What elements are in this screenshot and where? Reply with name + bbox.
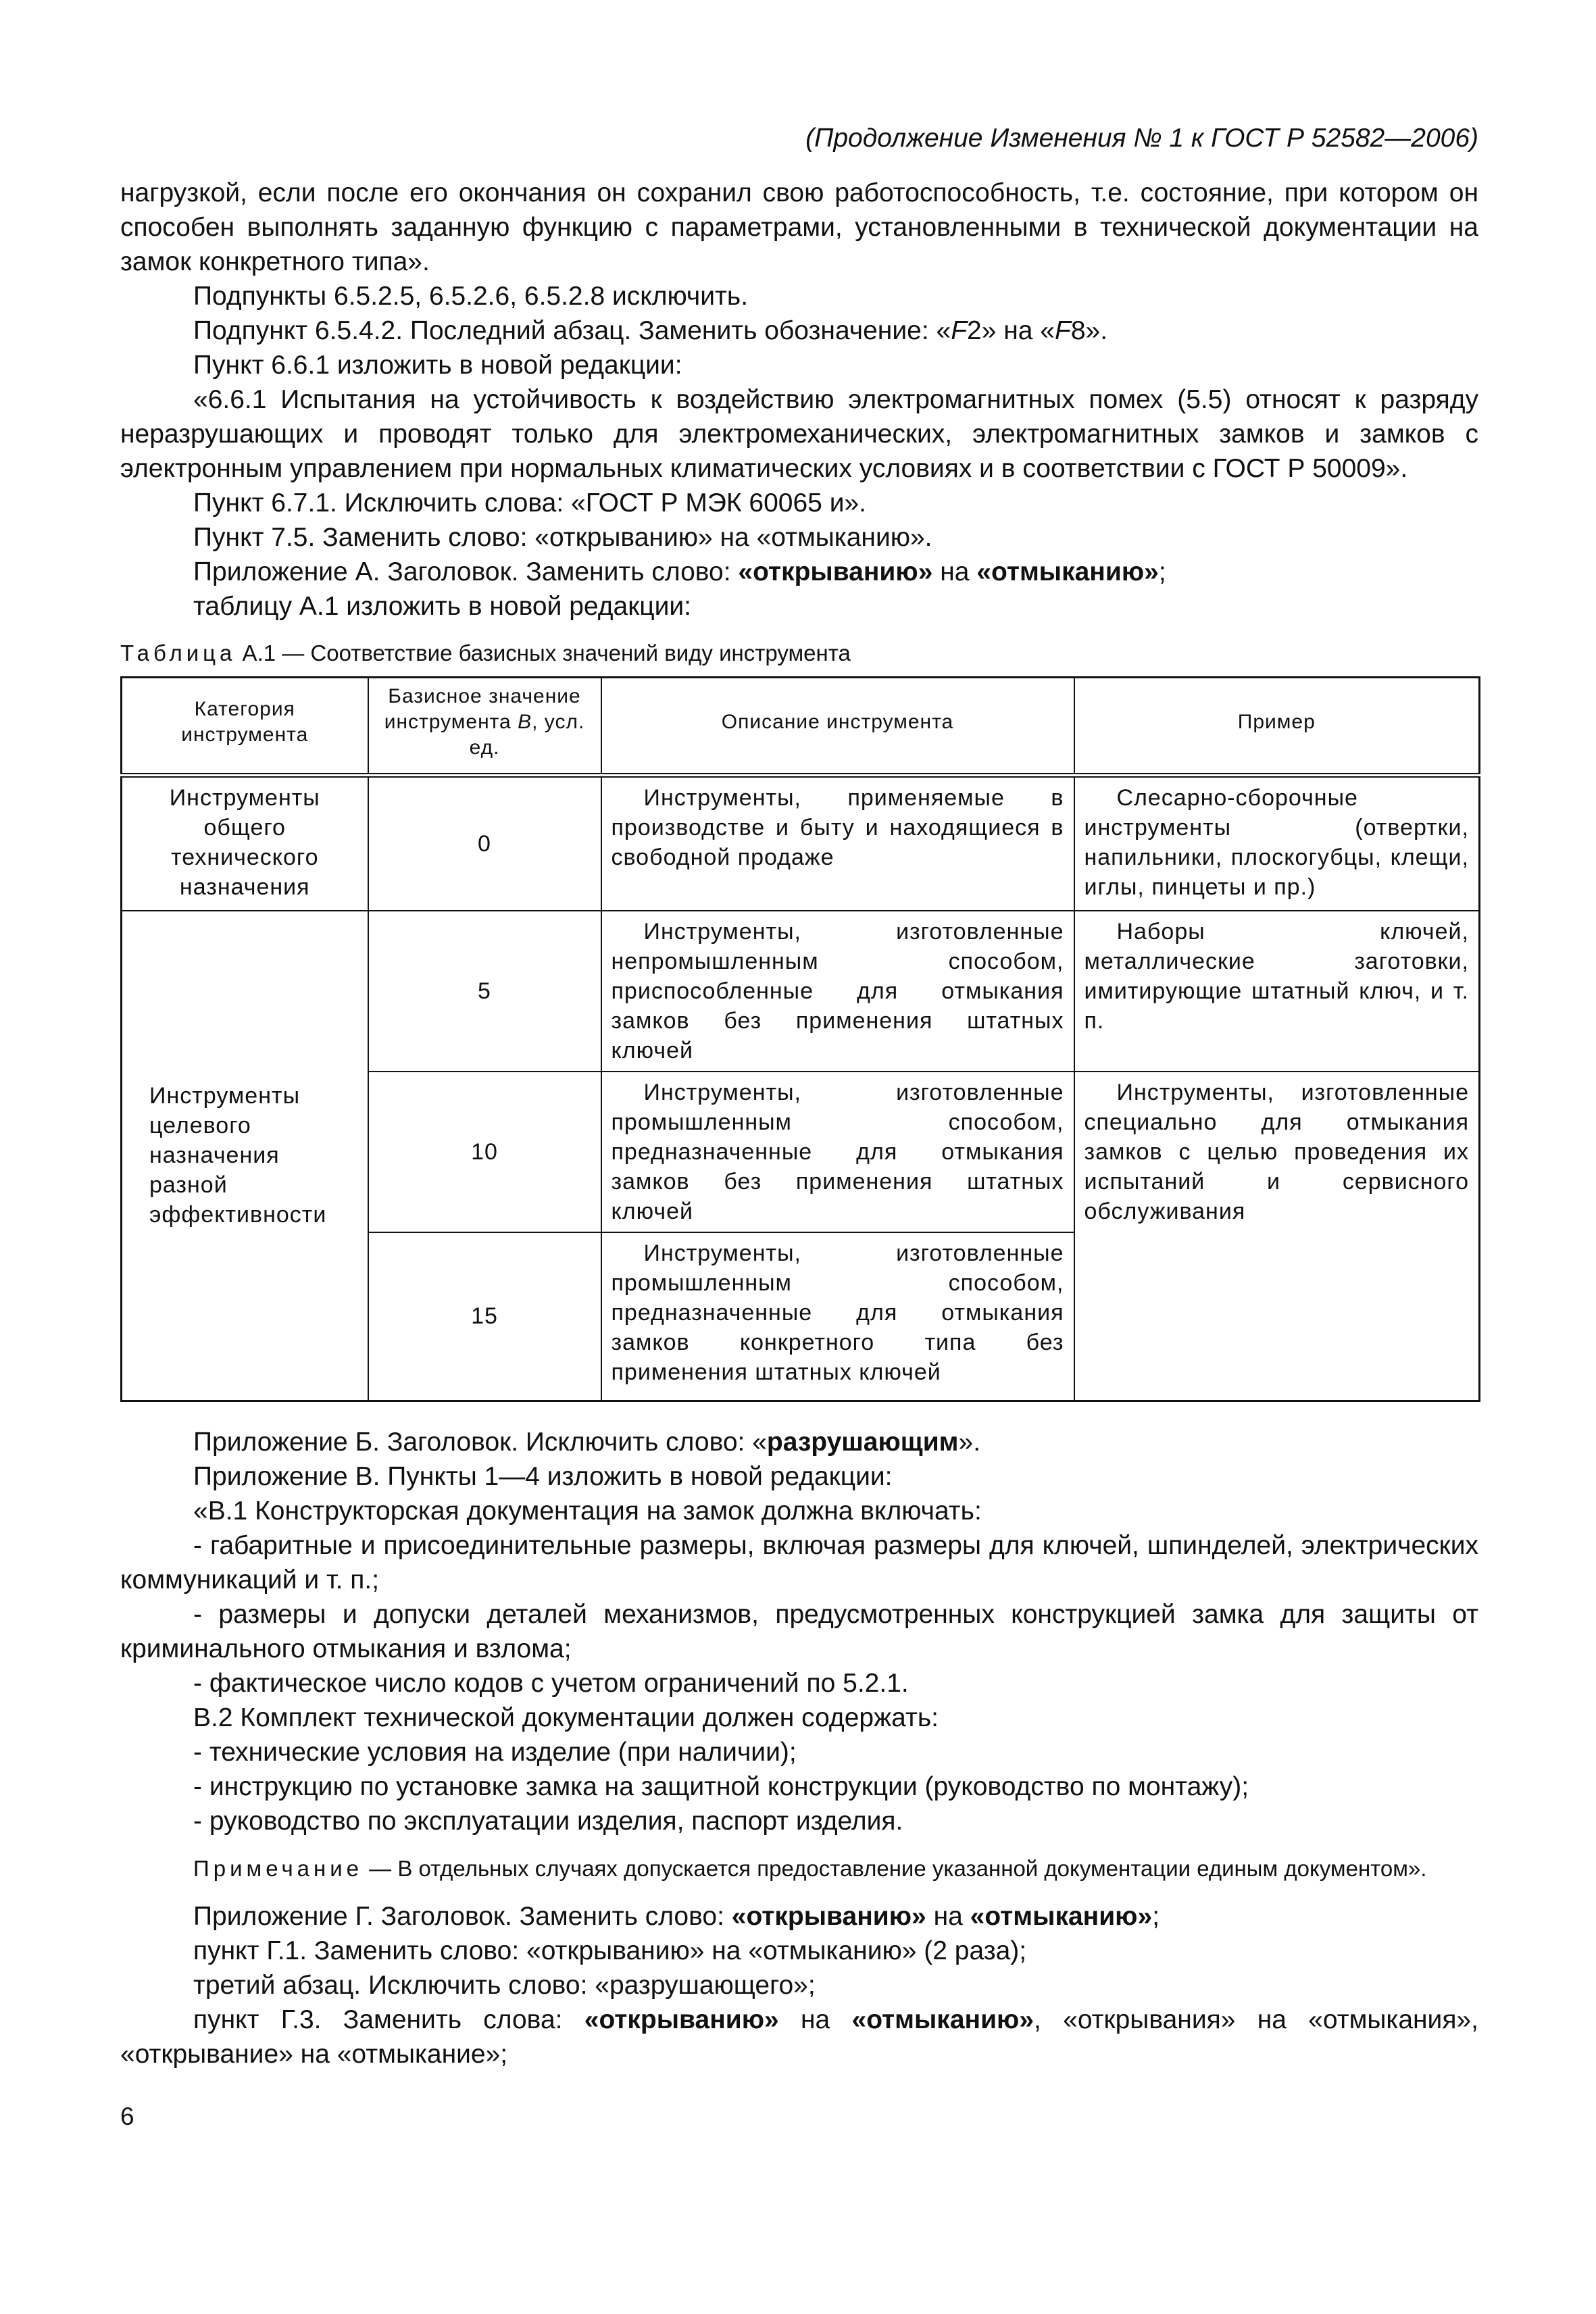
list-item: - руководство по эксплуатации изделия, паспорт изделия. — [193, 1807, 903, 1836]
note — [120, 1853, 1478, 1884]
text-part: ». — [958, 1428, 981, 1457]
cell-example: Слесарно-сборочные инструменты (отвертки, напильники, плоскогубцы, клещи, иглы, пинцеты и пр.) — [1074, 776, 1480, 911]
bold-term: «открыванию» — [584, 2005, 779, 2034]
cell-base-value: 10 — [368, 1072, 601, 1232]
bold-term: «открыванию» — [731, 1902, 926, 1931]
cell-description: Инструменты, изготовленные промышленным способом, предназначенные для отмыкания замков конкретного типа без применения штатных ключей — [601, 1232, 1074, 1401]
page-number: 6 — [120, 2103, 134, 2130]
text-part: на — [932, 557, 977, 586]
header-description: Описание инструмента — [601, 678, 1074, 776]
paragraph-6-6-1-text: «6.6.1 Испытания на устойчивость к воздействию электромагнитных помех (5.5) относят к разряду неразрушающих и проводят только для электромеханических, электромагнитных замков и замков с электронным управлением при нормальных климатических условиях и в соответствии с ГОСТ Р 50009». — [120, 385, 1478, 483]
bold-term: «отмыканию» — [851, 2005, 1034, 2034]
text-part: ; — [1152, 1902, 1160, 1931]
bold-term: «отмыканию» — [970, 1902, 1153, 1931]
text-part: 8». — [1070, 316, 1108, 345]
text-part: Базисное значение инструмента — [384, 685, 581, 733]
paragraph-appendix-a — [120, 555, 1478, 589]
running-header: (Продолжение Изменения № 1 к ГОСТ Р 52582—2006) — [805, 124, 1478, 153]
paragraph-appendix-v: Приложение В. Пункты 1—4 изложить в новой редакции: — [193, 1462, 893, 1491]
caption-text: А.1 — Соответствие базисных значений виду инструмента — [236, 640, 851, 665]
paragraph-6-7-1: Пункт 6.7.1. Исключить слова: «ГОСТ Р МЭК 60065 и». — [193, 488, 867, 518]
paragraph-6-6-1-intro: Пункт 6.6.1 изложить в новой редакции: — [193, 351, 682, 380]
text-part: Подпункт 6.5.4.2. Последний абзац. Заменить обозначение: « — [193, 316, 951, 345]
note-text: — В отдельных случаях допускается предоставление указанной документации единым документом». — [363, 1856, 1427, 1881]
cell-example: Инструменты, изготовленные специально для отмыкания замков с целью проведения их испытаний и сервисного обслуживания — [1074, 1072, 1480, 1401]
text-part: на — [778, 2005, 852, 2034]
paragraph-appendix-b — [120, 1425, 1478, 1459]
paragraph-third-para: третий абзац. Исключить слово: «разрушающего»; — [193, 1971, 816, 2000]
cell-example: Наборы ключей, металлические заготовки, имитирующие штатный ключ, и т. п. — [1074, 911, 1480, 1072]
list-item: - технические условия на изделие (при наличии); — [193, 1738, 797, 1767]
paragraph-table-intro: таблицу А.1 изложить в новой редакции: — [193, 592, 692, 621]
bold-term: «отмыканию» — [976, 557, 1159, 586]
italic-symbol: F — [951, 316, 968, 345]
list-item: - размеры и допуски деталей механизмов, предусмотренных конструкцией замка для защиты от криминального отмыкания и взлома; — [120, 1600, 1478, 1663]
header-base-value — [368, 678, 601, 776]
caption-word: Таблица — [120, 640, 236, 665]
header-category: Категория инструмента — [122, 678, 368, 776]
text-part: , усл. ед. — [469, 711, 585, 759]
paragraph-continuation: нагрузкой, если после его окончания он сохранил свою работоспособность, т.е. состояние, при котором он способен выполнять заданную функцию с параметрами, установленными в технической документации на замок конкретного типа». — [120, 178, 1478, 276]
cell-base-value: 15 — [368, 1232, 601, 1401]
paragraph-g1: пункт Г.1. Заменить слово: «открыванию» на «отмыканию» (2 раза); — [193, 1936, 1027, 1965]
text-part: ; — [1158, 557, 1166, 586]
paragraph-v2: В.2 Комплект технической документации должен содержать: — [193, 1703, 939, 1732]
cell-category: Инструменты целевого назначения разной эффективности — [122, 911, 368, 1401]
paragraph-7-5: Пункт 7.5. Заменить слово: «открыванию» на «отмыканию». — [193, 523, 932, 552]
text-part: Приложение Г. Заголовок. Заменить слово: — [193, 1902, 732, 1931]
text-part: Приложение Б. Заголовок. Исключить слово: « — [193, 1428, 767, 1457]
italic-symbol: F — [1054, 316, 1071, 345]
cell-base-value: 5 — [368, 911, 601, 1072]
list-item: - инструкцию по установке замка на защитной конструкции (руководство по монтажу); — [193, 1772, 1249, 1801]
bold-term: разрушающим — [766, 1428, 959, 1457]
cell-description: Инструменты, изготовленные непромышленным способом, приспособленные для отмыкания замков без применения штатных ключей — [601, 911, 1074, 1072]
list-item: - габаритные и присоединительные размеры, включая размеры для ключей, шпинделей, электрических коммуникаций и т. п.; — [120, 1531, 1478, 1594]
paragraph-subclauses-excluded: Подпункты 6.5.2.5, 6.5.2.6, 6.5.2.8 исключить. — [193, 282, 749, 311]
note-word: Примечание — [193, 1856, 364, 1881]
text-part: пункт Г.3. Заменить слова: — [193, 2005, 584, 2034]
paragraph-6-5-4-2 — [120, 313, 1478, 348]
text-part: 2» на « — [967, 316, 1055, 345]
cell-category: Инструменты общего технического назначения — [122, 776, 368, 911]
cell-description: Инструменты, изготовленные промышленным способом, предназначенные для отмыкания замков без применения штатных ключей — [601, 1072, 1074, 1232]
table-row — [122, 776, 1480, 911]
table-header-row — [122, 678, 1480, 776]
italic-symbol: В — [518, 711, 532, 733]
text-part: на — [926, 1902, 970, 1931]
table-row — [122, 911, 1480, 1072]
cell-base-value: 0 — [368, 776, 601, 911]
table-caption — [120, 638, 1478, 668]
document-page — [120, 122, 1478, 2131]
paragraph-v1: «В.1 Конструкторская документация на замок должна включать: — [193, 1496, 982, 1526]
table-a1 — [120, 676, 1480, 1402]
list-item: - фактическое число кодов с учетом ограничений по 5.2.1. — [193, 1669, 909, 1698]
paragraph-appendix-g — [120, 1899, 1478, 1934]
bold-term: «открыванию» — [738, 557, 933, 586]
text-part: , «открывания» на «отмыкания», «открывание» на «отмыкание»; — [120, 2005, 1478, 2069]
text-part: Приложение А. Заголовок. Заменить слово: — [193, 557, 739, 586]
cell-description: Инструменты, применяемые в производстве и быту и находящиеся в свободной продаже — [601, 776, 1074, 911]
header-example: Пример — [1074, 678, 1480, 776]
paragraph-g3 — [120, 2003, 1478, 2071]
